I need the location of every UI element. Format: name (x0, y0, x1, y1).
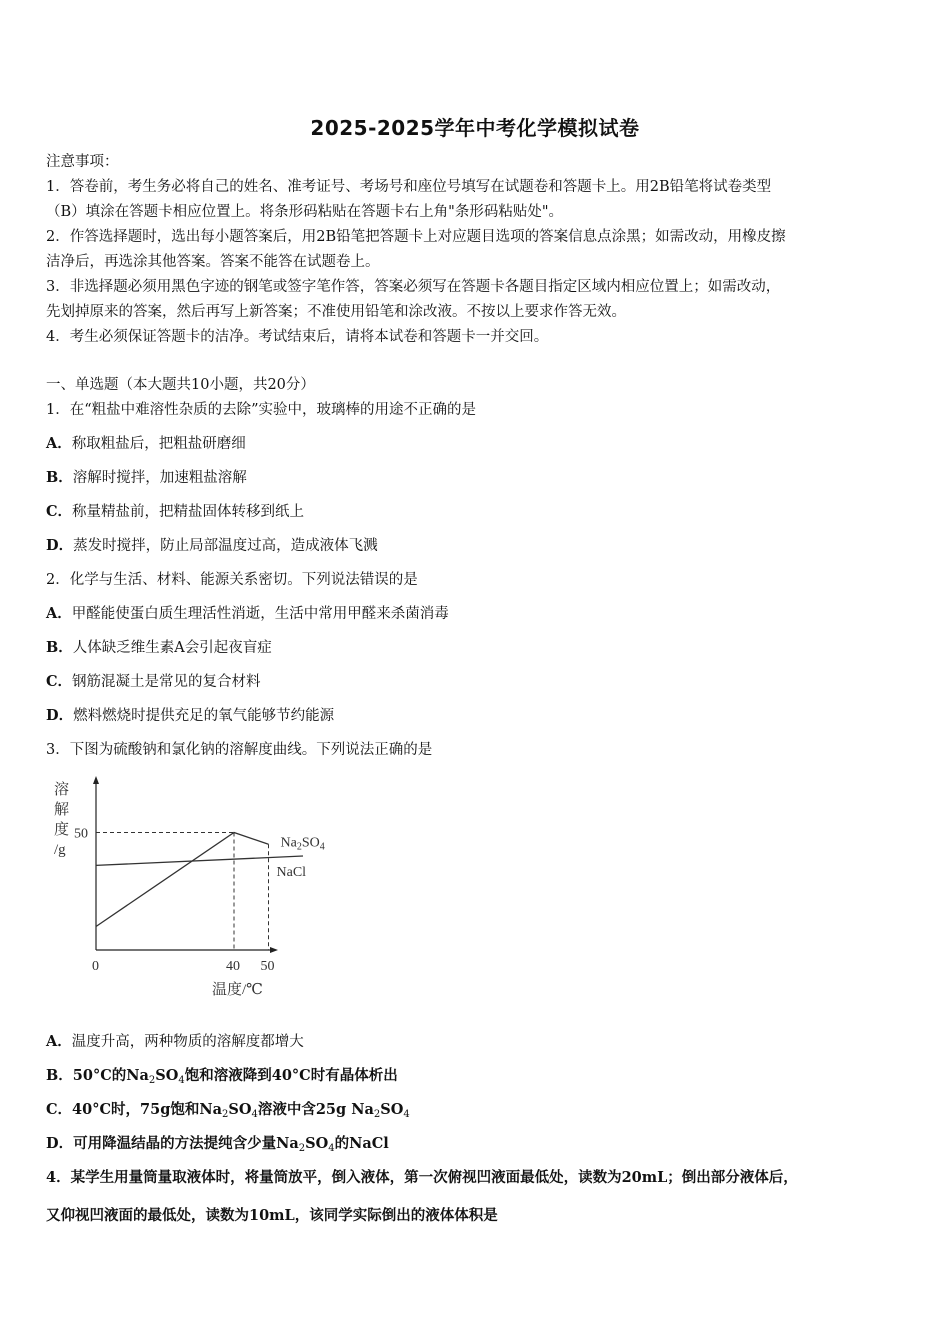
x-tick-label: 0 (92, 959, 99, 974)
question-4-line-2: 又仰视凹液面的最低处，读数为10mL，该同学实际倒出的液体体积是 (46, 1207, 498, 1224)
notice-line: （B）填涂在答题卡相应位置上。将条形码粘贴在答题卡右上角"条形码粘贴处"。 (46, 204, 563, 220)
y-axis-label: /g (54, 842, 66, 858)
q1-option-b: B．溶解时搅拌，加速粗盐溶解 (46, 469, 247, 486)
y-axis-arrow (93, 776, 99, 784)
q2-option-d: D．燃料燃烧时提供充足的氧气能够节约能源 (46, 707, 335, 724)
question-3-stem: 3．下图为硫酸钠和氯化钠的溶解度曲线。下列说法正确的是 (46, 742, 433, 758)
q2-option-c: C．钢筋混凝土是常见的复合材料 (46, 673, 261, 690)
x-tick-label: 50 (260, 959, 275, 974)
nacl-curve (96, 856, 303, 865)
na2so4-curve (96, 833, 269, 927)
q2-option-a: A．甲醛能使蛋白质生理活性消逝，生活中常用甲醛来杀菌消毒 (46, 605, 449, 622)
question-4-line-1: 4．某学生用量筒量取液体时，将量筒放平，倒入液体，第一次俯视凹液面最低处，读数为20mL；倒出部分液体后， (46, 1169, 798, 1186)
q1-option-a: A．称取粗盐后，把粗盐研磨细 (46, 435, 246, 452)
section-heading: 一、单选题（本大题共10小题，共20分） (46, 377, 315, 393)
solubility-chart (46, 772, 325, 1002)
question-2-stem: 2．化学与生活、材料、能源关系密切。下列说法错误的是 (46, 572, 418, 588)
notice-line: 1．答卷前，考生务必将自己的姓名、准考证号、考场号和座位号填写在试题卷和答题卡上。用2B铅笔将试卷类型 (46, 179, 772, 195)
y-axis-label: 解 (54, 802, 70, 818)
notice-line: 3．非选择题必须用黑色字迹的钢笔或签字笔作答，答案必须写在答题卡各题目指定区域内相应位置上；如需改动， (46, 279, 781, 295)
x-axis-label: 温度/℃ (212, 982, 263, 998)
q2-option-b: B．人体缺乏维生素A会引起夜盲症 (46, 639, 272, 656)
y-axis-label: 溶 (54, 782, 70, 798)
y-axis-label: 度 (54, 822, 70, 838)
na2so4-label: $Na_2SO_4$ (280, 835, 325, 853)
notice-line: 4．考生必须保证答题卡的洁净。考试结束后，请将本试卷和答题卡一并交回。 (46, 329, 549, 345)
x-tick-label: 40 (226, 959, 240, 974)
notice-line: 先划掉原来的答案，然后再写上新答案；不准使用铅笔和涂改液。不按以上要求作答无效。 (46, 304, 626, 320)
notice-line: 洁净后，再选涂其他答案。答案不能答在试题卷上。 (46, 254, 380, 270)
q3-option-b: B．50°C的$Na_2SO_4$饱和溶液降到40°C时有晶体析出 (46, 1067, 398, 1086)
question-1-stem: 1．在“粗盐中难溶性杂质的去除”实验中，玻璃棒的用途不正确的是 (46, 402, 477, 418)
q3-option-d: D．可用降温结晶的方法提纯含少量$Na_2SO_4$的NaCl (46, 1135, 389, 1154)
q1-option-c: C．称量精盐前，把精盐固体转移到纸上 (46, 503, 305, 520)
notice-line: 2．作答选择题时，选出每小题答案后，用2B铅笔把答题卡上对应题目选项的答案信息点涂黑；如需改动，用橡皮擦 (46, 229, 786, 245)
q3-option-a: A．温度升高，两种物质的溶解度都增大 (46, 1033, 304, 1050)
nacl-label: NaCl (276, 865, 307, 880)
q1-option-d: D．蒸发时搅拌，防止局部温度过高，造成液体飞溅 (46, 537, 378, 554)
page-title: 2025-2025学年中考化学模拟试卷 (310, 116, 640, 140)
y-tick-label: 50 (74, 826, 88, 842)
x-axis-arrow (270, 947, 278, 953)
q3-option-c: C．40°C时，75g饱和$Na_2SO_4$溶液中含25g $Na_2SO_4$ (46, 1101, 410, 1120)
notice-heading: 注意事项： (46, 154, 119, 170)
